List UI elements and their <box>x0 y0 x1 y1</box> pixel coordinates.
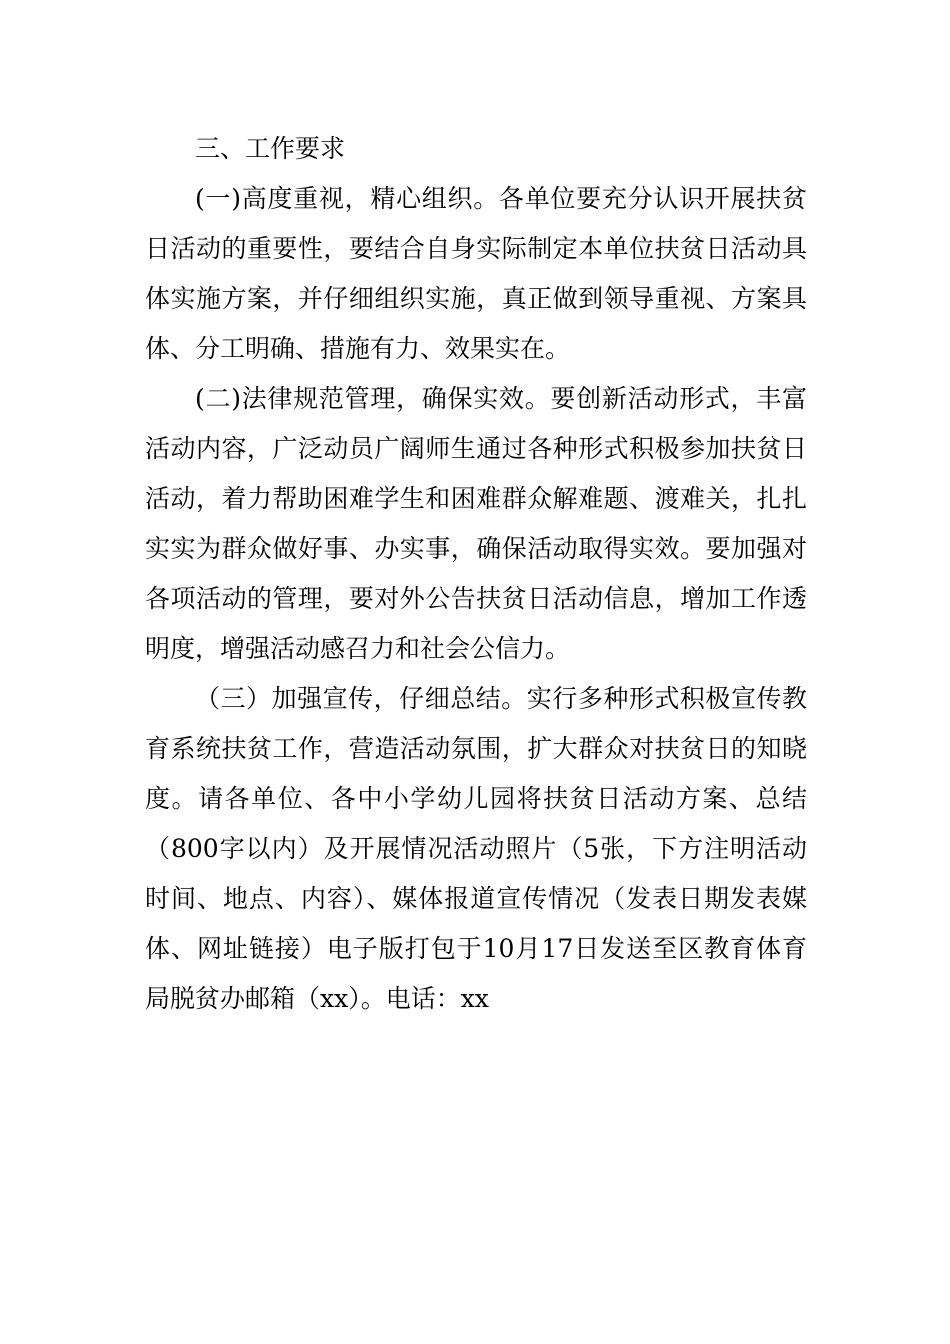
paragraph-3: （三）加强宣传，仔细总结。实行多种形式积极宣传教育系统扶贫工作，营造活动氛围，扩大群众对扶贫日的知晓度。请各单位、各中小学幼儿园将扶贫日活动方案、总结（800字以内）及开展情况活动照片（5张，下方注明活动时间、地点、内容）、媒体报道宣传情况（发表日期发表媒体、网址链接）电子版打包于10月17日发送至区教育体育局脱贫办邮箱（xx）。电话：xx <box>145 684 807 1013</box>
section-heading: 三、工作要求 <box>195 134 346 163</box>
document-body <box>145 124 807 1024</box>
paragraph-1: (一)高度重视，精心组织。各单位要充分认识开展扶贫日活动的重要性，要结合自身实际制定本单位扶贫日活动具体实施方案，并仔细组织实施，真正做到领导重视、方案具体、分工明确、措施有力、效果实在。 <box>145 184 807 363</box>
paragraph-2: (二)法律规范管理，确保实效。要创新活动形式，丰富活动内容，广泛动员广阔师生通过各种形式积极参加扶贫日活动，着力帮助困难学生和困难群众解难题、渡难关，扎扎实实为群众做好事、办实事，确保活动取得实效。要加强对各项活动的管理，要对外公告扶贫日活动信息，增加工作透明度，增强活动感召力和社会公信力。 <box>145 384 807 663</box>
